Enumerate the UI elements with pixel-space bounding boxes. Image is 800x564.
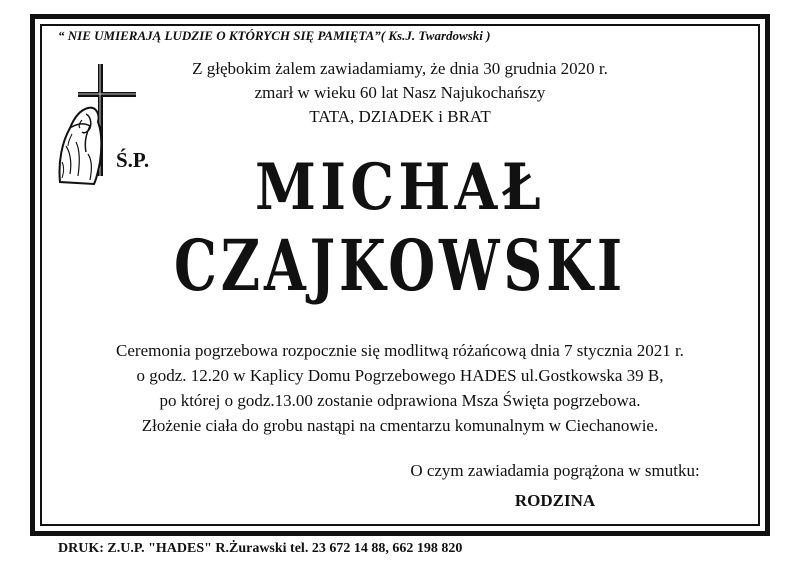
closing-line: O czym zawiadamia pogrążona w smutku: (410, 461, 700, 480)
ceremony-line-4: Złożenie ciała do grobu nastąpi na cmentarzu komunalnym w Ciechanowie. (141, 416, 659, 435)
ceremony-details (60, 338, 740, 438)
ceremony-line-1: Ceremonia pogrzebowa rozpocznie się modlitwą różańcową dnia 7 stycznia 2021 r. (116, 341, 684, 360)
motto-quote: “ NIE UMIERAJĄ LUDZIE O KTÓRYCH SIĘ PAMIĘTA”( Ks.J. Twardowski ) (58, 28, 491, 43)
intro-line-2: zmarł w wieku 60 lat Nasz Najukochańszy (254, 83, 546, 102)
sp-prefix: Ś.P. (116, 148, 150, 172)
intro-line-1: Z głębokim żalem zawiadamiamy, że dnia 30 grudnia 2020 r. (192, 59, 608, 78)
intro-line-3: TATA, DZIADEK i BRAT (309, 107, 491, 126)
ceremony-line-2: o godz. 12.20 w Kaplicy Domu Pogrzebowego HADES ul.Gostkowska 39 B, (136, 366, 664, 385)
printer-footer: DRUK: Z.U.P. "HADES" R.Żurawski tel. 23 672 14 88, 662 198 820 (58, 541, 463, 556)
announcement-intro (140, 57, 660, 129)
ceremony-line-3: po której o godz.13.00 zostanie odprawiona Msza Święta pogrzebowa. (159, 391, 641, 410)
deceased-first-name: MICHAŁ (254, 150, 546, 225)
closing-block (355, 456, 755, 516)
family-signature: RODZINA (514, 491, 596, 510)
deceased-last-name: CZAJKOWSKI (174, 224, 626, 307)
